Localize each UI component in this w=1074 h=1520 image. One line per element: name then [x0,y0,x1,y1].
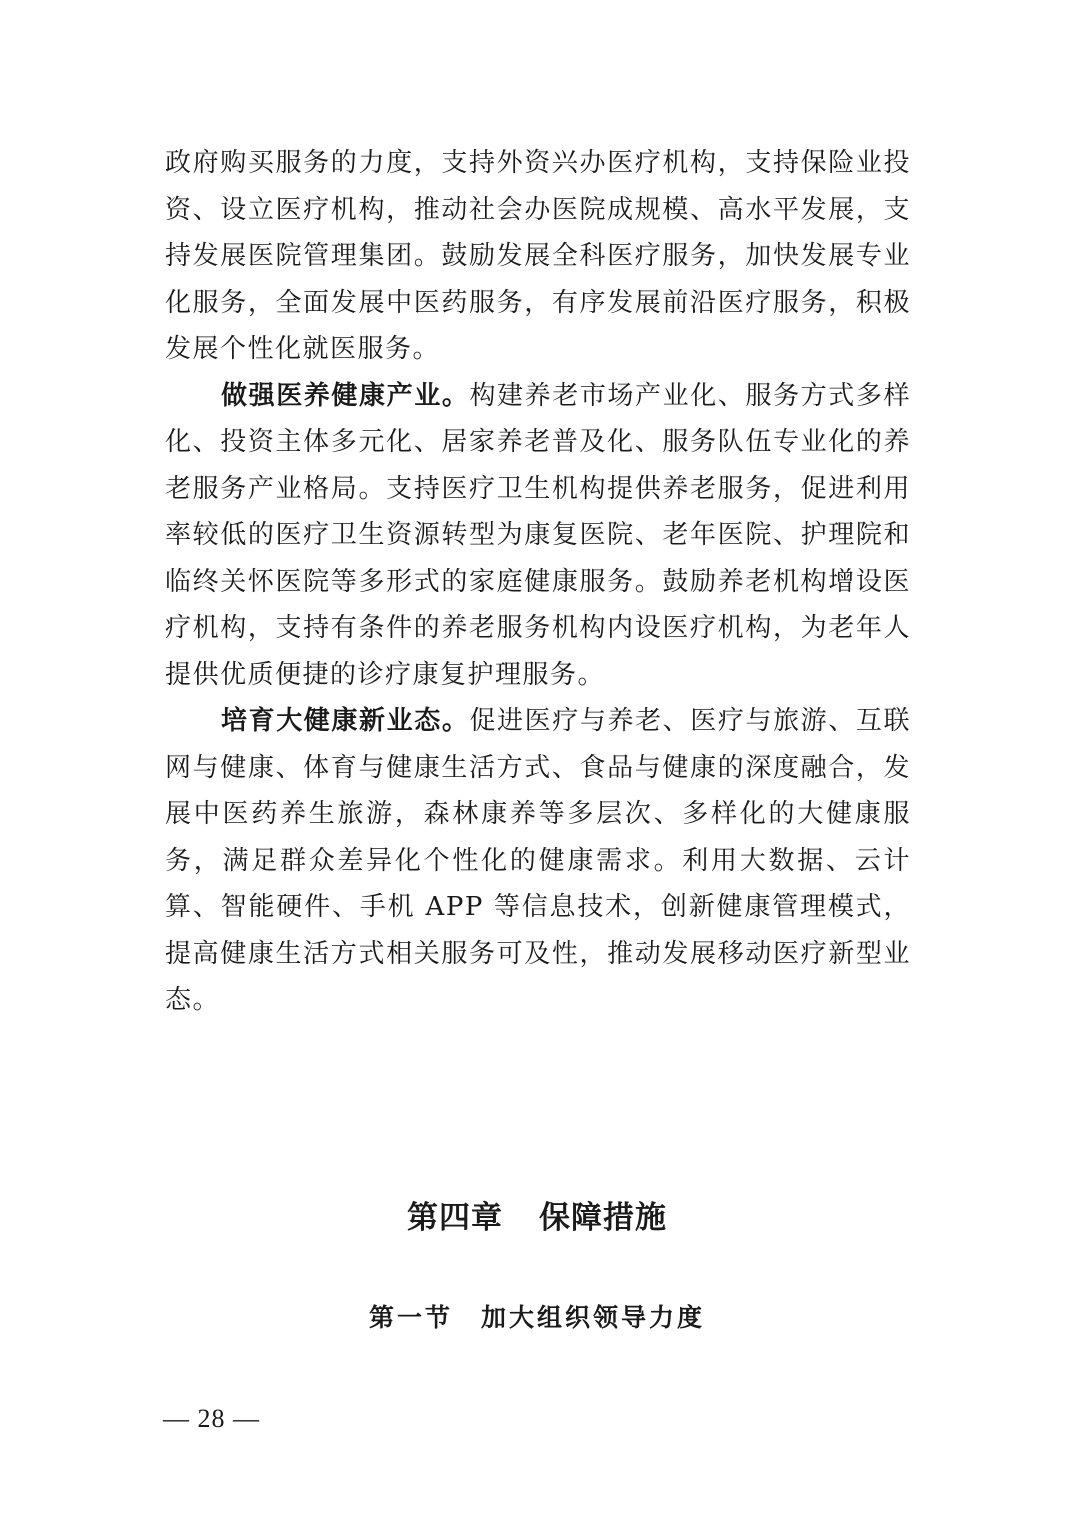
paragraph-lead: 做强医养健康产业。 [221,380,470,411]
chapter-number: 第四章 [407,1200,503,1236]
paragraph-text: 政府购买服务的力度，支持外资兴办医疗机构，支持保险业投资、设立医疗机构，推动社会办医院成规模、高水平发展，支持发展医院管理集团。鼓励发展全科医疗服务，加快发展专业化服务，全面发展中医药服务，有序发展前沿医疗服务，积极发展个性化就医服务。 [165,148,911,364]
body-text [165,140,911,1024]
paragraph-text: 构建养老市场产业化、服务方式多样化、投资主体多元化、居家养老普及化、服务队伍专业化的养老服务产业格局。支持医疗卫生机构提供养老服务，促进利用率较低的医疗卫生资源转型为康复医院、老年医院、护理院和临终关怀医院等多形式的家庭健康服务。鼓励养老机构增设医疗机构，支持有条件的养老服务机构内设医疗机构，为老年人提供优质便捷的诊疗康复护理服务。 [165,380,911,690]
section-title: 加大组织领导力度 [481,1303,706,1332]
paragraph-2 [165,373,911,699]
paragraph-lead: 培育大健康新业态。 [221,706,470,736]
section-heading [0,1298,1074,1334]
paragraph-3 [165,698,911,1024]
section-number: 第一节 [368,1303,453,1332]
paragraph-text: 促进医疗与养老、医疗与旅游、互联网与健康、体育与健康生活方式、食品与健康的深度融合，发展中医药养生旅游，森林康养等多层次、多样化的大健康服务，满足群众差异化个性化的健康需求。利用大数据、云计算、智能硬件、手机 APP 等信息技术，创新健康管理模式，提高健康生活方式相关服务可及性，推动发展移动医疗新型业态。 [165,706,911,1015]
paragraph-1 [165,140,911,373]
chapter-heading [0,1192,1074,1237]
page-number: — 28 — [163,1404,260,1433]
chapter-title: 保障措施 [539,1200,667,1236]
